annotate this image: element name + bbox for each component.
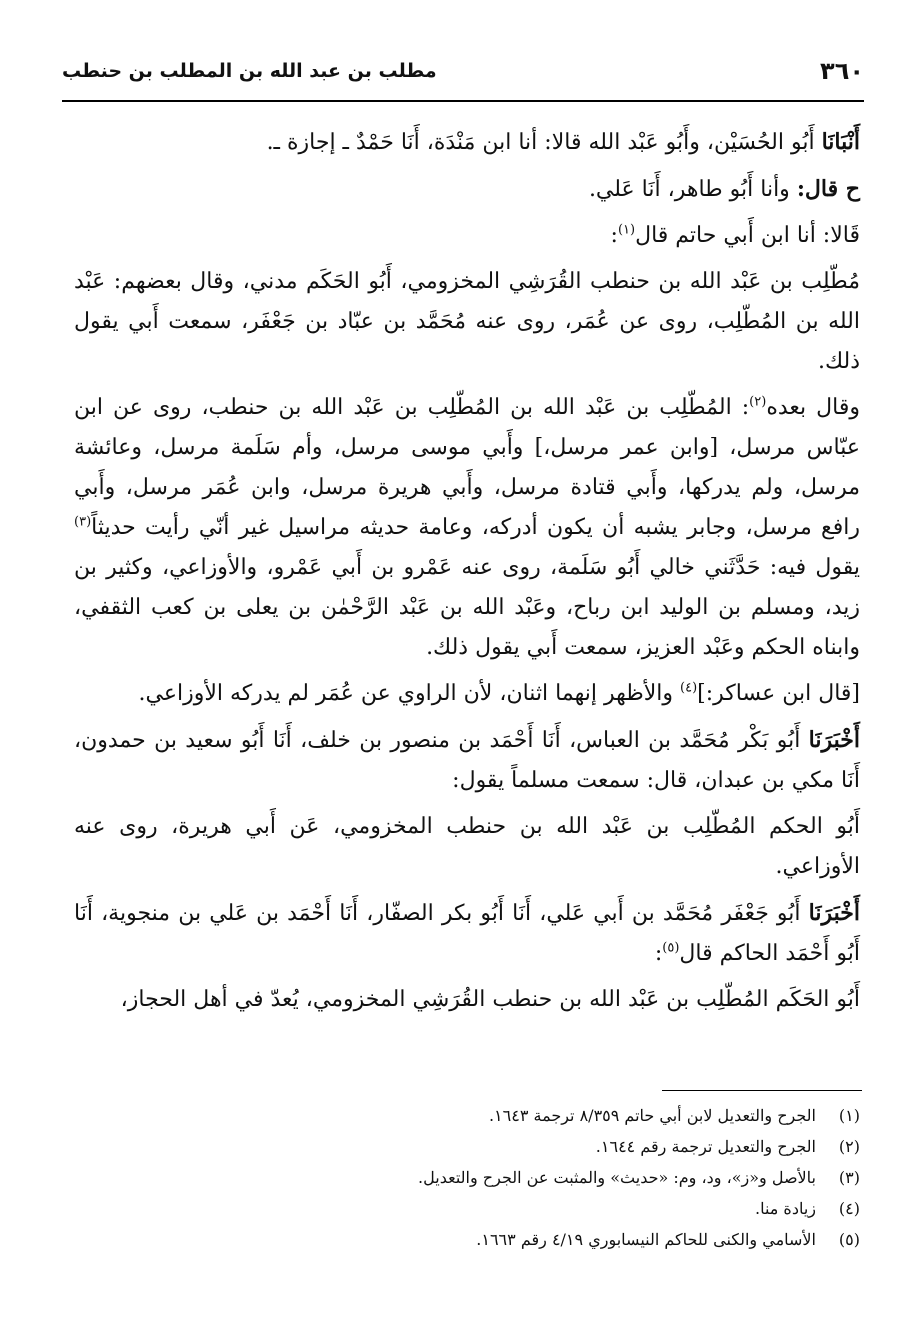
running-title: مطلب بن عبد الله بن المطلب بن حنطب bbox=[62, 60, 437, 82]
footnote-ref: (٥) bbox=[662, 940, 680, 956]
paragraph-10 bbox=[74, 980, 860, 1020]
footnote-text: الجرح والتعديل لابن أبي حاتم ٨/٣٥٩ ترجمة ١٦٤٣. bbox=[488, 1106, 816, 1125]
footnote-text: بالأصل و«ز»، ود، وم: «حديث» والمثبت عن الجرح والتعديل. bbox=[418, 1168, 816, 1187]
footnote bbox=[74, 1131, 860, 1162]
footnote-rule bbox=[662, 1090, 862, 1091]
punctuation: : bbox=[654, 941, 663, 966]
paragraph-text: والأظهر إنهما اثنان، لأن الراوي عن عُمَر لم يدركه الأوزاعي. bbox=[138, 681, 681, 706]
keyword: ح قال: bbox=[796, 176, 860, 202]
footnote-text: الجرح والتعديل ترجمة رقم ١٦٤٤. bbox=[595, 1137, 816, 1156]
paragraph-text: يقول فيه: حَدَّثَني خالي أَبُو سَلَمة، روى عنه عَمْرو بن أَبي عَمْرو، والأوزاعي، وكثير بن زيد، ومسلم بن الوليد ابن رباح، وعَبْد الله بن عَبْد الرَّحْمٰن بن يعلى بن كعب الثقفي، وابناه الحكم وعَبْد العزيز، سمعت أَبي يقول ذلك. bbox=[74, 555, 860, 660]
footnote bbox=[74, 1193, 860, 1224]
footnote-number: (٤) bbox=[838, 1199, 860, 1218]
footnote-number: (١) bbox=[838, 1106, 860, 1125]
footnotes bbox=[74, 1100, 860, 1255]
footnote-ref: (١) bbox=[617, 222, 636, 238]
paragraph-1 bbox=[74, 122, 860, 163]
paragraph-text: أَبُو بَكْر مُحَمَّد بن العباس، أَنَا أَحْمَد بن منصور بن خلف، أَنَا أَبُو سعيد بن حمدون، أَنَا مكي بن عبدان، قال: سمعت مسلماً يقول: bbox=[74, 728, 860, 793]
paragraph-2 bbox=[74, 169, 860, 210]
paragraph-5 bbox=[74, 388, 860, 668]
paragraph-4 bbox=[74, 262, 860, 382]
paragraph-text: قَالا: أنا ابن أَبي حاتم قال bbox=[635, 223, 860, 248]
keyword: أَنْبَانَا bbox=[821, 129, 860, 155]
paragraph-text: أَبُو الحُسَيْن، وأَبُو عَبْد الله قالا: أنا ابن مَنْدَة، أَنَا حَمْدٌ ـ إجازة ـ. bbox=[266, 130, 822, 155]
page-header bbox=[62, 56, 864, 102]
paragraph-text: [قال ابن عساكر:] bbox=[697, 681, 860, 706]
paragraph-text: وأنا أَبُو طاهر، أَنَا عَلي. bbox=[588, 177, 797, 202]
footnote-number: (٢) bbox=[838, 1137, 860, 1156]
keyword: أَخْبَرَنَا bbox=[808, 900, 860, 926]
paragraph-text: أَبُو الحكم المُطّلِب بن عَبْد الله بن حنطب المخزومي، عَن أَبي هريرة، روى عنه الأوزاعي. bbox=[74, 814, 860, 879]
footnote-number: (٥) bbox=[838, 1230, 860, 1249]
paragraph-3 bbox=[74, 216, 860, 256]
footnote-text: الأسامي والكنى للحاكم النيسابوري ٤/١٩ رقم ١٦٦٣. bbox=[476, 1230, 816, 1249]
paragraph-text: وقال بعده bbox=[766, 395, 860, 420]
keyword: أَخْبَرَنَا bbox=[808, 727, 860, 753]
footnote-ref: (٢) bbox=[749, 394, 767, 410]
footnote bbox=[74, 1224, 860, 1255]
footnote-text: زيادة منا. bbox=[754, 1199, 816, 1218]
paragraph-8 bbox=[74, 807, 860, 887]
paragraph-text: : المُطّلِب بن عَبْد الله بن المُطّلِب بن عَبْد الله بن حنطب، روى عن ابن عبّاس مرسل، [وابن عمر مرسل،] وأَبي موسى مرسل، وأم سَلَمة مرسل، وعائشة مرسل، ولم يدركها، وأَبي قتادة مرسل، وأَبي هريرة مرسل، وابن عُمَر مرسل، وأَبي رافع مرسل، وجابر يشبه أن يكون أدركه، وعامة حديثه مراسيل غير أنّي رأيت حديثاً bbox=[74, 395, 860, 540]
page-number: ٣٦٠ bbox=[820, 57, 864, 85]
paragraph-6 bbox=[74, 674, 860, 714]
punctuation: : bbox=[610, 223, 618, 248]
footnote-number: (٣) bbox=[838, 1168, 860, 1187]
paragraph-9 bbox=[74, 893, 860, 974]
footnote-ref: (٣) bbox=[74, 514, 92, 530]
footnote bbox=[74, 1100, 860, 1131]
paragraph-text: أَبُو جَعْفَر مُحَمَّد بن أَبي عَلي، أَنَا أَبُو بكر الصفّار، أَنَا أَحْمَد بن عَلي بن منجوية، أَنَا أَبُو أَحْمَد الحاكم قال bbox=[74, 901, 860, 966]
header-rule bbox=[62, 100, 864, 102]
footnote bbox=[74, 1162, 860, 1193]
paragraph-text: أَبُو الحَكَم المُطّلِب بن عَبْد الله بن حنطب القُرَشِي المخزومي، يُعدّ في أهل الحجاز، bbox=[120, 987, 860, 1012]
paragraph-text: مُطّلِب بن عَبْد الله بن حنطب القُرَشِي المخزومي، أَبُو الحَكَم مدني، وقال بعضهم: عَبْد الله بن المُطّلِب، روى عن عُمَر، روى عنه مُحَمَّد بن عبّاد بن جَعْفَر، سمعت أَبي يقول ذلك. bbox=[74, 269, 860, 374]
paragraph-7 bbox=[74, 720, 860, 801]
main-text bbox=[74, 122, 860, 1026]
footnote-ref: (٤) bbox=[680, 680, 698, 696]
